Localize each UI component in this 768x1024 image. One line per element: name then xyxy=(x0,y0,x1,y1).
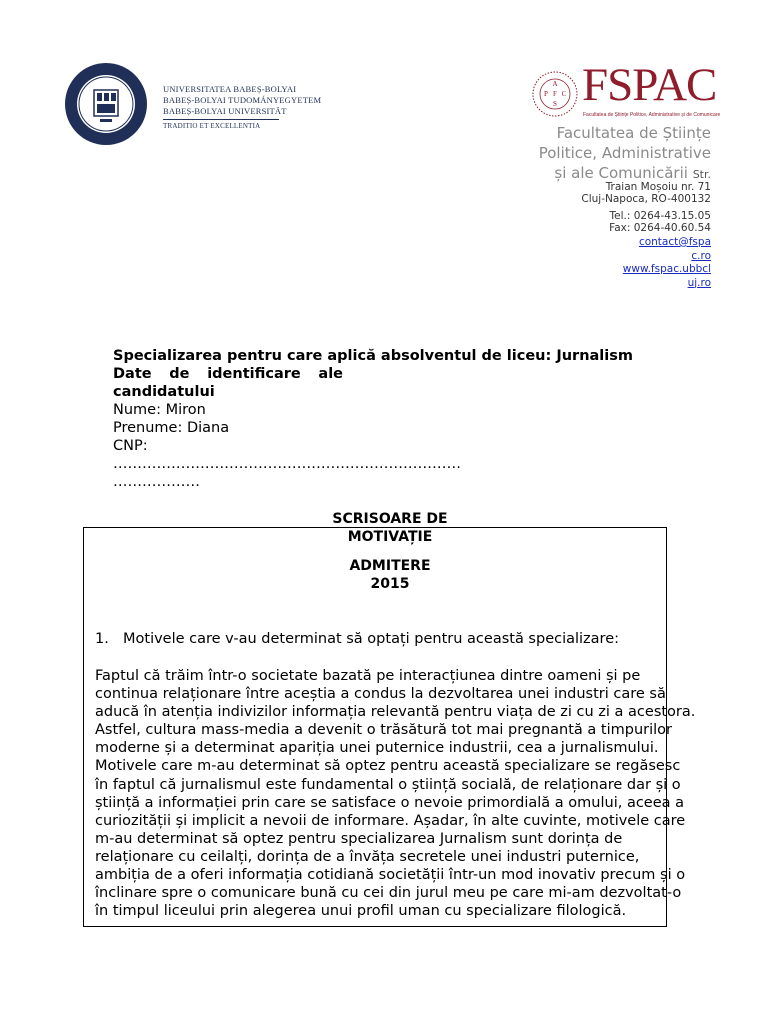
admission-heading xyxy=(290,557,490,593)
faculty-wordmark: FSPAC xyxy=(582,59,717,111)
faculty-address xyxy=(581,181,711,234)
svg-text:S: S xyxy=(553,100,557,108)
text-line: moderne și a determinat apariția unei puternice industrii, cea a jurnalismului. xyxy=(95,740,659,757)
faculty-name-line1: Facultatea de Științe xyxy=(556,124,711,142)
last-name-field: Nume: Miron xyxy=(113,402,206,418)
university-name-block xyxy=(163,84,321,132)
identification-heading-line2: candidatului xyxy=(113,384,215,400)
text-line: curiozității și implicit a nevoii de informare. Așadar, în alte cuvinte, motivele care xyxy=(95,812,686,829)
text-line: Faptul că trăim într-o societate bazată pe interacțiunea dintre oameni și pe xyxy=(95,668,641,684)
question-1 xyxy=(95,630,619,648)
faculty-contact-links xyxy=(623,236,711,290)
text-line: în faptul că jurnalismul este fundamental o știință socială, de relaționare dar și o xyxy=(95,776,681,793)
email-link-part2[interactable]: c.ro xyxy=(691,249,711,262)
heading-word: ale xyxy=(318,366,343,382)
text-line: știință a informației prin care se satisface o nevoie primordială a omului, aceea a xyxy=(95,794,685,811)
text-line: Astfel, cultura mass-media a devenit o trăsătură tot mai pregnantă a timpurilor xyxy=(95,722,672,739)
text-line: Motivele care m-au determinat să optez pentru această specializare se regăsesc xyxy=(95,758,681,775)
first-name-field: Prenume: Diana xyxy=(113,420,230,436)
university-name-hu: BABEȘ-BOLYAI TUDOMÁNYEGYETEM xyxy=(163,95,322,105)
letter-title xyxy=(290,510,490,546)
admission-label: ADMITERE xyxy=(349,558,431,574)
street-label: Str. xyxy=(692,168,711,181)
cnp-dots-line1: ……………………………………………………………… xyxy=(113,456,461,472)
svg-text:P: P xyxy=(544,90,548,98)
motivation-text xyxy=(95,667,735,920)
university-divider xyxy=(163,119,279,120)
faculty-name-line3: și ale Comunicării xyxy=(554,164,688,182)
letter-title-line2: MOTIVAȚIE xyxy=(347,529,433,545)
text-line: relaționare cu ceilalți, dorința de a învăța secretele unei industri puternice, xyxy=(95,848,640,865)
specialization-line: Specializarea pentru care aplică absolventul de liceu: Jurnalism xyxy=(113,348,633,364)
website-link-part2[interactable]: uj.ro xyxy=(687,276,711,289)
heading-word: de xyxy=(169,366,190,382)
email-link-part1[interactable]: contact@fspa xyxy=(638,236,711,248)
faculty-seal-logo xyxy=(530,68,580,120)
university-name-ro: UNIVERSITATEA BABEȘ-BOLYAI xyxy=(163,84,297,94)
text-line: în timpul liceului prin alegerea unui profil uman cu specializare filologică. xyxy=(95,903,627,920)
cnp-dots-line2: ……………… xyxy=(113,474,200,490)
heading-word: Date xyxy=(113,366,152,382)
candidate-identification xyxy=(113,347,673,491)
text-line: aducă în atenția indivizilor informația relevantă pentru viața de zi cu zi a acestora. xyxy=(95,704,696,721)
text-line: m-au determinat să optez pentru specializarea Jurnalism sunt dorința de xyxy=(95,830,623,847)
faculty-name-line2: Politice, Administrative xyxy=(538,144,711,162)
university-seal-logo xyxy=(64,62,148,146)
question-number: 1. xyxy=(95,631,109,647)
address-line1: Traian Moșoiu nr. 71 xyxy=(605,181,711,193)
website-link-part1[interactable]: www.fspac.ubbcl xyxy=(622,263,711,275)
university-name-de: BABEȘ-BOLYAI UNIVERSITÄT xyxy=(163,106,287,116)
cnp-field: CNP: xyxy=(113,438,148,454)
heading-word: identificare xyxy=(207,366,301,382)
fax-number: Fax: 0264-40.60.54 xyxy=(609,222,711,234)
address-line2: Cluj-Napoca, RO-400132 xyxy=(581,193,711,205)
svg-text:F: F xyxy=(553,90,557,98)
text-line: ambiția de a oferi informația cotidiană societății într-un mod inovativ precum și o xyxy=(95,867,686,884)
svg-text:A: A xyxy=(552,80,558,88)
svg-text:C: C xyxy=(561,90,567,98)
text-line: continua relaționare între aceștia a condus la dezvoltarea unei industri care să xyxy=(95,686,666,703)
phone-number: Tel.: 0264-43.15.05 xyxy=(609,210,711,222)
faculty-wordmark-subtitle: Facultatea de Științe Politice, Administrative și de Comunicare xyxy=(583,112,721,118)
faculty-name xyxy=(539,123,711,185)
question-text: Motivele care v-au determinat să optați pentru această specializare: xyxy=(123,631,620,647)
identification-heading xyxy=(113,365,343,383)
letter-title-line1: SCRISOARE DE xyxy=(332,511,448,527)
text-line: înclinare spre o comunicare bună cu cei din jurul meu pe care mi-am dezvoltat-o xyxy=(95,885,682,902)
admission-year: 2015 xyxy=(370,576,410,592)
university-motto: TRADITIO ET EXCELLENTIA xyxy=(163,122,261,130)
